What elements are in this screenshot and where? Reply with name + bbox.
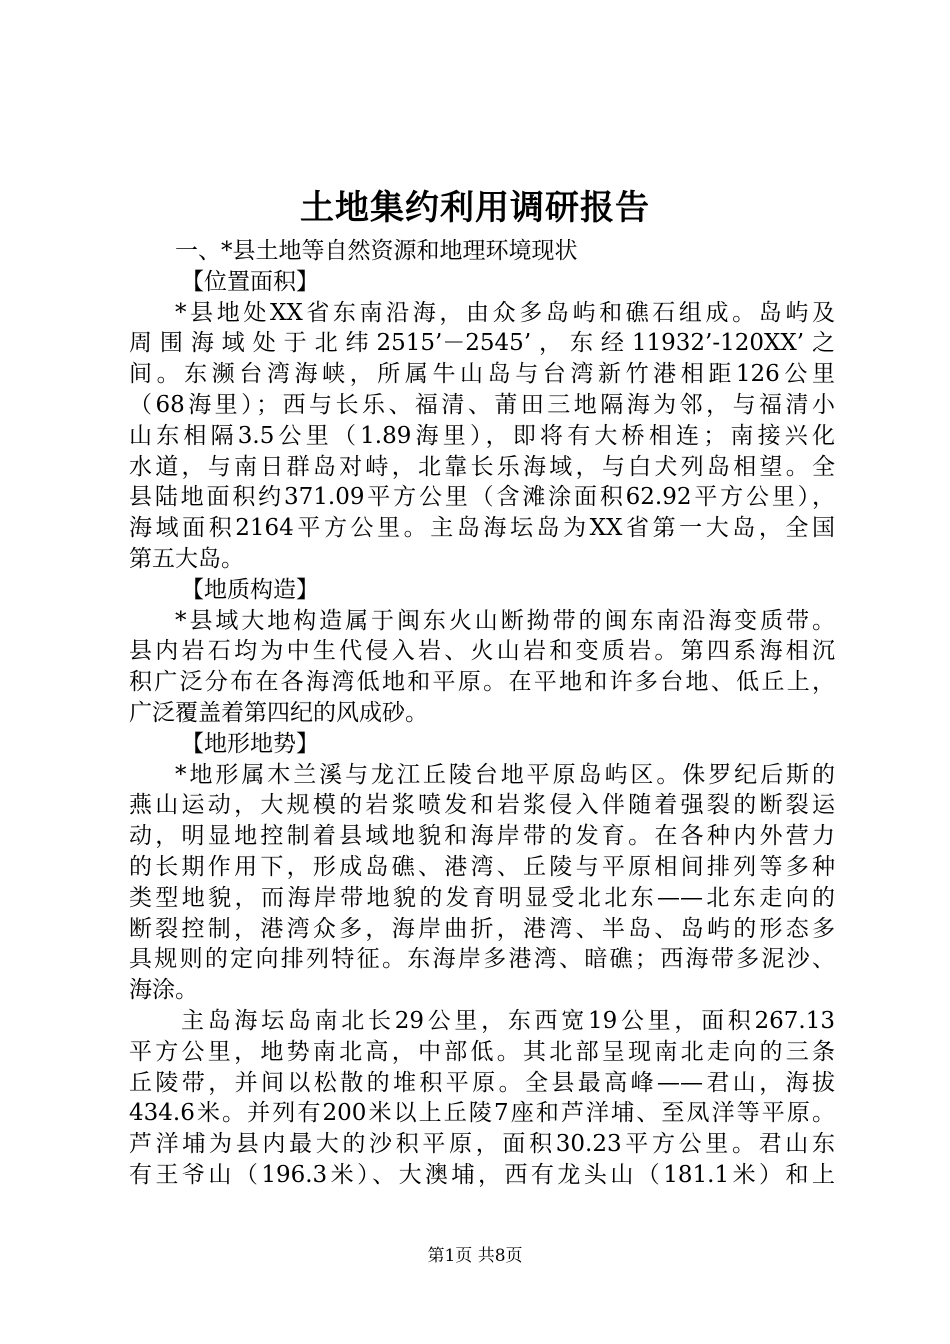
paragraph-line: 积广泛分布在各海湾低地和平原。在平地和许多台地、低丘上， bbox=[129, 669, 835, 696]
paragraph-line: 具规则的定向排列特征。东海岸多港湾、暗礁；西海带多泥沙、 bbox=[129, 946, 835, 973]
paragraph-line: *地形属木兰溪与龙江丘陵台地平原岛屿区。侏罗纪后斯的 bbox=[175, 761, 835, 788]
subsection-heading-location: 【位置面积】 bbox=[181, 268, 319, 295]
paragraph-line: 县内岩石均为中生代侵入岩、火山岩和变质岩。第四系海相沉 bbox=[129, 638, 835, 665]
paragraph-line: 丘陵带，并间以松散的堆积平原。全县最高峰——君山，海拔 bbox=[129, 1069, 835, 1096]
paragraph-line: 有王爷山（196.3米）、大澳埔，西有龙头山（181.1米）和上 bbox=[129, 1161, 835, 1188]
paragraph-line: 的长期作用下，形成岛礁、港湾、丘陵与平原相间排列等多种 bbox=[129, 853, 835, 880]
page-footer: 第1页 共8页 bbox=[427, 1246, 523, 1266]
paragraph-line: 类型地貌，而海岸带地貌的发育明显受北北东——北东走向的 bbox=[129, 884, 835, 911]
paragraph-line: 间。东濒台湾海峡，所属牛山岛与台湾新竹港相距126公里 bbox=[129, 361, 835, 388]
subsection-heading-terrain: 【地形地势】 bbox=[181, 730, 319, 757]
paragraph-line: 平方公里，地势南北高，中部低。其北部呈现南北走向的三条 bbox=[129, 1038, 835, 1065]
paragraph-line: 县陆地面积约371.09平方公里（含滩涂面积62.92平方公里）， bbox=[129, 484, 835, 511]
paragraph-line: 山东相隔3.5公里（1.89海里），即将有大桥相连；南接兴化 bbox=[129, 422, 835, 449]
paragraph-line: 第五大岛。 bbox=[129, 545, 244, 572]
paragraph-line: 主岛海坛岛南北长29公里，东西宽19公里，面积267.13 bbox=[181, 1007, 835, 1034]
paragraph-line: 燕山运动，大规模的岩浆喷发和岩浆侵入伴随着强裂的断裂运 bbox=[129, 792, 835, 819]
paragraph-line: *县域大地构造属于闽东火山断拗带的闽东南沿海变质带。 bbox=[175, 607, 835, 634]
paragraph-line: *县地处XX省东南沿海，由众多岛屿和礁石组成。岛屿及 bbox=[175, 299, 835, 326]
paragraph-line: 海涂。 bbox=[129, 977, 198, 1004]
document-body bbox=[129, 236, 835, 1191]
section-heading: 一、*县土地等自然资源和地理环境现状 bbox=[175, 238, 578, 264]
paragraph-line: 芦洋埔为县内最大的沙积平原，面积30.23平方公里。君山东 bbox=[129, 1131, 835, 1158]
paragraph-line: 周围海域处于北纬2515’－2545’，东经11932’-120XX’之 bbox=[129, 330, 835, 357]
paragraph-line: 断裂控制，港湾众多，海岸曲折，港湾、半岛、岛屿的形态多 bbox=[129, 915, 835, 942]
paragraph-line: 广泛覆盖着第四纪的风成砂。 bbox=[129, 699, 428, 726]
paragraph-line: 海域面积2164平方公里。主岛海坛岛为XX省第一大岛，全国 bbox=[129, 515, 835, 542]
document-title: 土地集约利用调研报告 bbox=[300, 188, 650, 228]
paragraph-line: （68海里）；西与长乐、福清、莆田三地隔海为邻，与福清小 bbox=[129, 391, 835, 418]
paragraph-line: 动，明显地控制着县域地貌和海岸带的发育。在各种内外营力 bbox=[129, 823, 835, 850]
paragraph-line: 水道，与南日群岛对峙，北靠长乐海域，与白犬列岛相望。全 bbox=[129, 453, 835, 480]
subsection-heading-geology: 【地质构造】 bbox=[181, 576, 319, 603]
paragraph-line: 434.6米。并列有200米以上丘陵7座和芦洋埔、至凤洋等平原。 bbox=[129, 1100, 835, 1127]
